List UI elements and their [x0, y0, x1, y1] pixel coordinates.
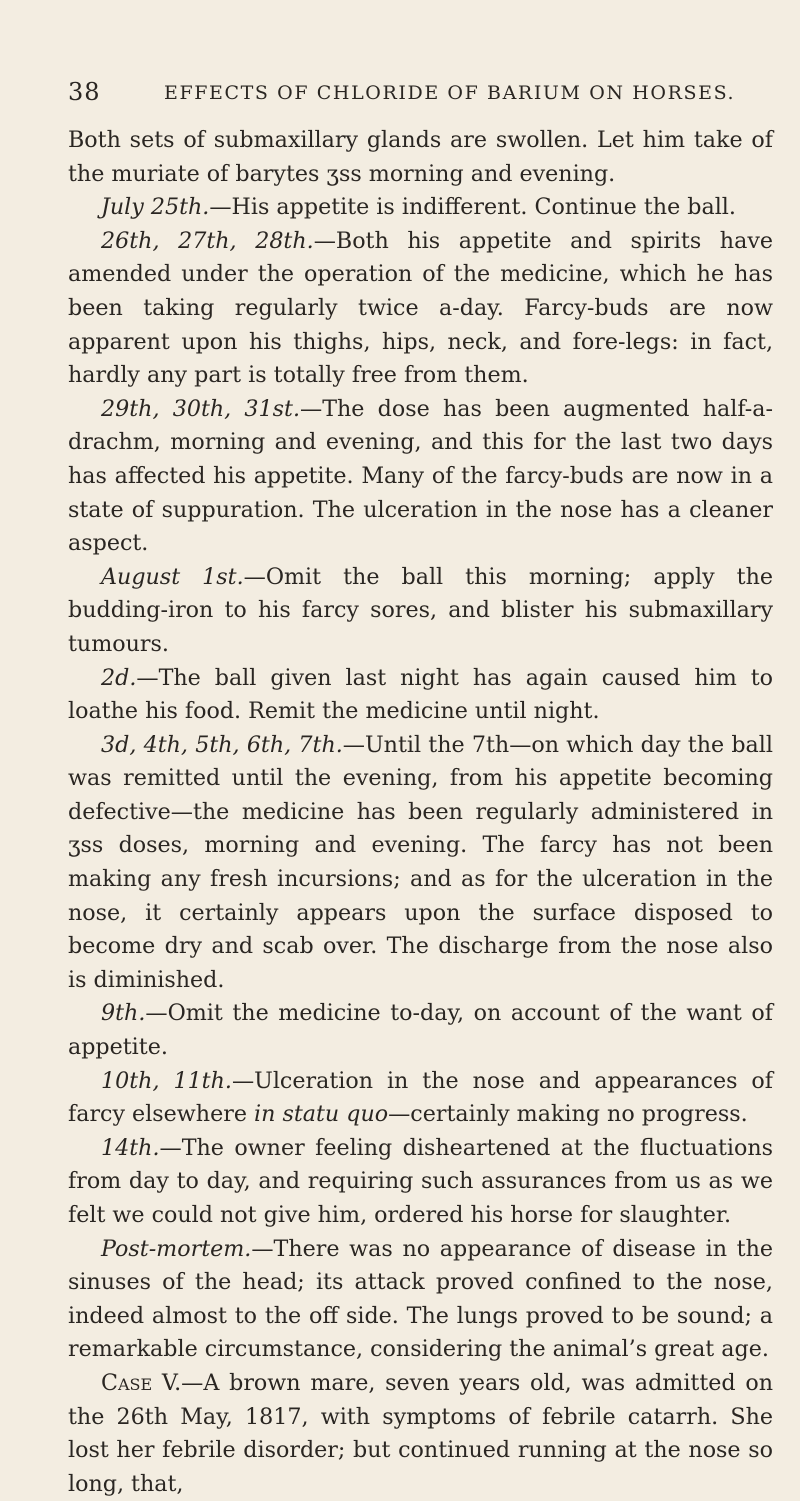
entry-date: July 25th. — [101, 194, 210, 221]
entry-date: 26th, 27th, 28th. — [101, 227, 314, 254]
page-number: 38 — [68, 78, 101, 106]
paragraph-july-25: July 25th.—His appetite is indifferent. Continue the ball. — [101, 194, 736, 221]
paragraph-29-31: 29th, 30th, 31st.—The dose has been augmented half-a-drachm, morning and evening, and this for the last two days has affected his appetite. Many of the farcy-buds are now in a state of suppuration. The ulceration in the nose has a cleaner aspect. — [68, 395, 773, 557]
post-mortem-heading: Post-mortem. — [101, 1235, 252, 1262]
paragraph-26-28: 26th, 27th, 28th.—Both his appetite and spirits have amended under the operation of the medicine, which he has been taking regularly twice a-day. Farcy-buds are now apparent upon his thighs, hips, neck, and fore-legs: in fact, hardly any part is totally free from them. — [68, 227, 773, 389]
paragraph-post-mortem: Post-mortem.—There was no appearance of disease in the sinuses of the head; its attack proved confined to the nose, indeed almost to the off side. The lungs proved to be sound; a remarkable circumstance, considering the animal’s great age. — [68, 1235, 773, 1363]
entry-date: 10th, 11th. — [101, 1067, 232, 1094]
latin-phrase: in statu quo — [254, 1101, 389, 1128]
paragraph-august-1: August 1st.—Omit the ball this morning; apply the budding-iron to his farcy sores, and blister his submaxillary tumours. — [68, 563, 773, 657]
entry-date: 14th. — [101, 1134, 160, 1161]
case-label: Case V. — [101, 1369, 182, 1396]
paragraph-14th: 14th.—The owner feeling disheartened at the fluctuations from day to day, and requiring such assurances from us as we felt we could not give him, ordered his horse for slaughter. — [68, 1134, 773, 1228]
paragraph-glands: Both sets of submaxillary glands are swollen. Let him take of the muriate of barytes ʒss morning and evening. — [68, 127, 773, 187]
running-title: EFFECTS OF CHLORIDE OF BARIUM ON HORSES. — [164, 82, 736, 104]
entry-date: 2d. — [101, 664, 137, 691]
entry-date: 29th, 30th, 31st. — [101, 395, 301, 422]
paragraph-3d-7th: 3d, 4th, 5th, 6th, 7th.—Until the 7th—on which day the ball was remitted until the evening, from his appetite becoming defective—the medicine has been regularly administered in ʒss doses, morning and evening. The farcy has not been making any fresh incursions; and as for the ulceration in the nose, it certainly appears upon the surface disposed to become dry and scab over. The discharge from the nose also is diminished. — [68, 731, 773, 993]
entry-date: 3d, 4th, 5th, 6th, 7th. — [101, 731, 343, 758]
paragraph-2d: 2d.—The ball given last night has again caused him to loathe his food. Remit the medicine until night. — [68, 664, 773, 725]
entry-date: August 1st. — [101, 563, 244, 590]
paragraph-10-11: 10th, 11th.—Ulceration in the nose and appearances of farcy elsewhere in statu quo—certainly making no progress. — [68, 1067, 773, 1128]
entry-date: 9th. — [101, 1000, 146, 1027]
body-text — [68, 124, 773, 1501]
page-header — [68, 78, 768, 112]
paragraph-case-v: Case V.—A brown mare, seven years old, was admitted on the 26th May, 1817, with symptoms of febrile catarrh. She lost her febrile disorder; but continued running at the nose so long, that, — [68, 1369, 773, 1497]
paragraph-9th: 9th.—Omit the medicine to-day, on account of the want of appetite. — [68, 1000, 773, 1061]
